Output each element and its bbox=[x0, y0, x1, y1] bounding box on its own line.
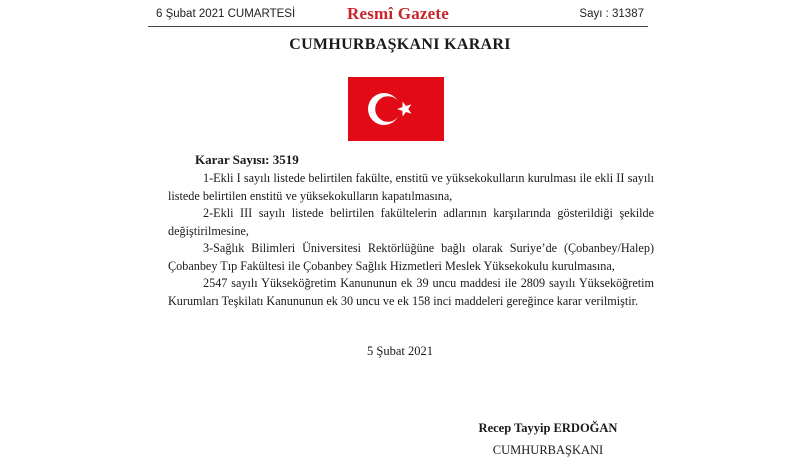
turkish-flag-icon bbox=[348, 77, 444, 141]
decree-legal-basis: 2547 sayılı Yükseköğretim Kanununun ek 39 uncu maddesi ile 2809 sayılı Yükseköğretim Kurumları Teşkilatı Kanununun ek 30 uncu ve ek 158 inci maddeleri gereğince karar verilmiştir. bbox=[168, 276, 654, 308]
gazette-header bbox=[148, 4, 648, 27]
decree-number: Karar Sayısı: 3519 bbox=[195, 152, 299, 167]
gazette-title: Resmî Gazete bbox=[347, 4, 449, 23]
decree-article-1: 1-Ekli I sayılı listede belirtilen fakülte, enstitü ve yüksekokulların kurulması ile ekli II sayılı listede belirtilen enstitü ve yüksekokulların kapatılmasına, bbox=[168, 171, 654, 203]
issue-number: Sayı : 31387 bbox=[579, 8, 644, 20]
decree-date: 5 Şubat 2021 bbox=[367, 344, 433, 358]
decree-article-2: 2-Ekli III sayılı listede belirtilen fakültelerin adlarının karşılarında gösterildiği şekilde değiştirilmesine, bbox=[168, 206, 654, 238]
issue-date: 6 Şubat 2021 CUMARTESİ bbox=[156, 8, 296, 20]
signer-title: CUMHURBAŞKANI bbox=[492, 443, 604, 457]
decree-body bbox=[168, 170, 654, 310]
decree-heading: CUMHURBAŞKANI KARARI bbox=[289, 36, 511, 53]
decree-article-3: 3-Sağlık Bilimleri Üniversitesi Rektörlüğüne bağlı olarak Suriye’de (Çobanbey/Halep) Çobanbey Tıp Fakültesi ile Çobanbey Sağlık Hizmetleri Meslek Yüksekokulu kurulmasına, bbox=[168, 241, 654, 273]
signer-name: Recep Tayyip ERDOĞAN bbox=[478, 421, 618, 435]
